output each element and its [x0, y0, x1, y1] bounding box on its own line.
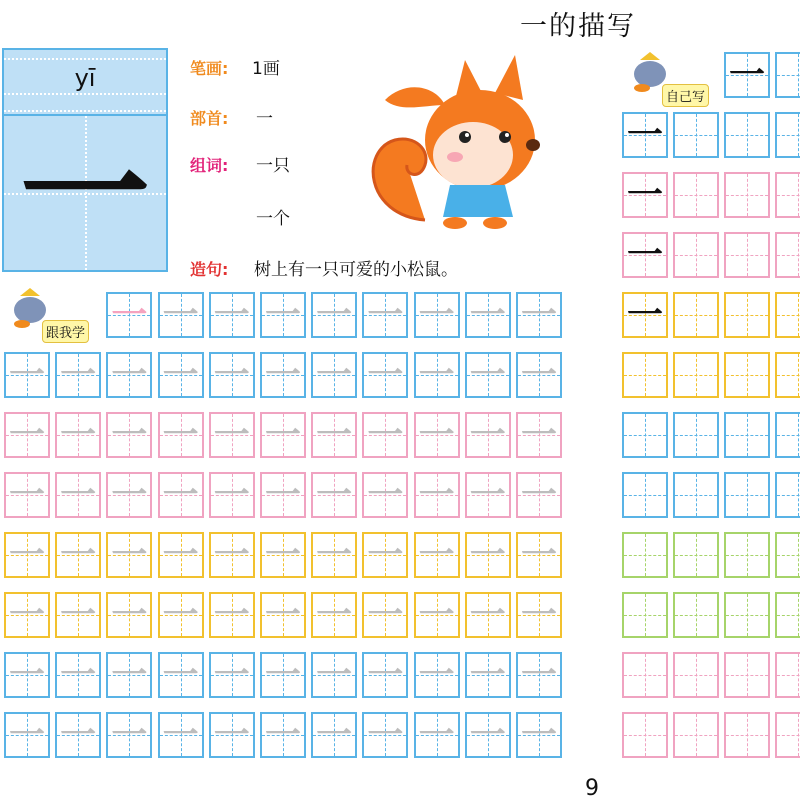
practice-cell[interactable] — [106, 532, 152, 578]
trace-character: 一 — [316, 355, 353, 396]
trace-character: 一 — [213, 295, 250, 336]
practice-cell[interactable] — [311, 352, 357, 398]
writing-cell[interactable] — [724, 352, 770, 398]
writing-cell[interactable] — [673, 652, 719, 698]
writing-cell[interactable] — [724, 112, 770, 158]
writing-cell[interactable] — [724, 592, 770, 638]
practice-cell[interactable] — [158, 352, 204, 398]
trace-character: 一 — [264, 415, 301, 456]
trace-character: 一 — [111, 295, 148, 336]
trace-character: 一 — [520, 595, 557, 636]
writing-cell[interactable] — [775, 292, 800, 338]
trace-character: 一 — [8, 475, 45, 516]
writing-cell[interactable] — [622, 292, 668, 338]
writing-cell[interactable] — [775, 172, 800, 218]
follow-me-badge — [8, 288, 103, 343]
trace-character: 一 — [367, 415, 404, 456]
practice-cell[interactable] — [465, 652, 511, 698]
practice-cell[interactable] — [465, 412, 511, 458]
trace-character: 一 — [316, 655, 353, 696]
trace-character: 一 — [520, 355, 557, 396]
character-card — [2, 48, 168, 272]
trace-character: 一 — [264, 535, 301, 576]
trace-character: 一 — [111, 475, 148, 516]
trace-character: 一 — [162, 295, 199, 336]
trace-character: 一 — [264, 355, 301, 396]
practice-cell[interactable] — [465, 532, 511, 578]
write-yourself-label: 自己写 — [662, 84, 709, 107]
writing-cell[interactable] — [673, 112, 719, 158]
trace-character: 一 — [60, 355, 97, 396]
trace-character: 一 — [626, 175, 663, 216]
practice-cell[interactable] — [55, 592, 101, 638]
trace-character: 一 — [111, 595, 148, 636]
trace-character: 一 — [469, 415, 506, 456]
trace-character: 一 — [469, 715, 506, 756]
practice-cell[interactable] — [209, 292, 255, 338]
practice-cell[interactable] — [260, 532, 306, 578]
trace-character: 一 — [264, 655, 301, 696]
trace-character: 一 — [213, 535, 250, 576]
trace-character: 一 — [418, 595, 455, 636]
trace-character: 一 — [469, 295, 506, 336]
trace-character: 一 — [316, 715, 353, 756]
writing-cell[interactable] — [622, 352, 668, 398]
trace-character: 一 — [60, 595, 97, 636]
writing-cell[interactable] — [775, 472, 800, 518]
page-number: 9 — [585, 776, 599, 801]
trace-character: 一 — [418, 415, 455, 456]
trace-character: 一 — [8, 655, 45, 696]
trace-character: 一 — [367, 355, 404, 396]
trace-character: 一 — [520, 475, 557, 516]
practice-cell[interactable] — [362, 412, 408, 458]
practice-cell[interactable] — [465, 712, 511, 758]
practice-cell[interactable] — [106, 292, 152, 338]
trace-character: 一 — [626, 115, 663, 156]
trace-character: 一 — [469, 535, 506, 576]
practice-cell[interactable] — [362, 472, 408, 518]
trace-character: 一 — [367, 595, 404, 636]
trace-character: 一 — [162, 535, 199, 576]
practice-cell[interactable] — [516, 532, 562, 578]
trace-character: 一 — [162, 655, 199, 696]
writing-cell[interactable] — [724, 292, 770, 338]
trace-character: 一 — [469, 355, 506, 396]
practice-cell[interactable] — [311, 292, 357, 338]
writing-cell[interactable] — [724, 172, 770, 218]
practice-cell[interactable] — [362, 592, 408, 638]
write-yourself-badge — [628, 48, 723, 108]
practice-cell[interactable] — [209, 592, 255, 638]
writing-cell[interactable] — [775, 592, 800, 638]
word-2: 一个 — [256, 209, 290, 229]
practice-cell[interactable] — [516, 472, 562, 518]
trace-character: 一 — [213, 655, 250, 696]
practice-cell[interactable] — [362, 652, 408, 698]
trace-character: 一 — [111, 655, 148, 696]
writing-cell[interactable] — [775, 112, 800, 158]
radical-value: 一 — [256, 109, 273, 129]
writing-cell[interactable] — [775, 412, 800, 458]
practice-cell[interactable] — [55, 652, 101, 698]
trace-character: 一 — [418, 295, 455, 336]
trace-character: 一 — [111, 535, 148, 576]
practice-cell[interactable] — [414, 292, 460, 338]
practice-cell[interactable] — [362, 292, 408, 338]
practice-cell[interactable] — [260, 652, 306, 698]
practice-cell[interactable] — [4, 592, 50, 638]
practice-cell[interactable] — [158, 592, 204, 638]
writing-cell[interactable] — [775, 352, 800, 398]
big-character: 一 — [19, 118, 150, 270]
trace-character: 一 — [162, 595, 199, 636]
practice-cell[interactable] — [106, 592, 152, 638]
trace-character: 一 — [520, 415, 557, 456]
trace-character: 一 — [418, 715, 455, 756]
trace-character: 一 — [728, 55, 765, 96]
writing-cell[interactable] — [775, 52, 800, 98]
follow-me-label: 跟我学 — [42, 320, 89, 343]
practice-cell[interactable] — [311, 592, 357, 638]
practice-cell[interactable] — [516, 652, 562, 698]
practice-cell[interactable] — [209, 652, 255, 698]
practice-cell[interactable] — [55, 352, 101, 398]
practice-cell[interactable] — [209, 352, 255, 398]
trace-character: 一 — [264, 595, 301, 636]
practice-cell[interactable] — [158, 472, 204, 518]
trace-character: 一 — [60, 475, 97, 516]
trace-character: 一 — [520, 295, 557, 336]
trace-character: 一 — [8, 355, 45, 396]
practice-cell[interactable] — [106, 352, 152, 398]
trace-character: 一 — [418, 475, 455, 516]
writing-cell[interactable] — [673, 352, 719, 398]
trace-character: 一 — [469, 595, 506, 636]
pinyin-text: yī — [74, 64, 96, 92]
practice-cell[interactable] — [4, 352, 50, 398]
practice-cell[interactable] — [209, 712, 255, 758]
practice-cell[interactable] — [4, 712, 50, 758]
practice-cell[interactable] — [106, 412, 152, 458]
practice-cell[interactable] — [516, 352, 562, 398]
practice-cell[interactable] — [4, 652, 50, 698]
writing-cell[interactable] — [724, 712, 770, 758]
practice-cell[interactable] — [55, 472, 101, 518]
trace-character: 一 — [367, 475, 404, 516]
trace-character: 一 — [162, 415, 199, 456]
trace-character: 一 — [264, 295, 301, 336]
practice-cell[interactable] — [260, 292, 306, 338]
practice-cell[interactable] — [55, 532, 101, 578]
writing-cell[interactable] — [673, 172, 719, 218]
trace-character: 一 — [162, 355, 199, 396]
writing-cell[interactable] — [724, 232, 770, 278]
writing-cell[interactable] — [673, 232, 719, 278]
practice-cell[interactable] — [311, 652, 357, 698]
practice-cell[interactable] — [158, 712, 204, 758]
practice-cell[interactable] — [516, 592, 562, 638]
strokes-label: 笔画: — [190, 59, 229, 78]
trace-character: 一 — [367, 715, 404, 756]
words-label: 组词: — [190, 156, 229, 175]
trace-character: 一 — [469, 655, 506, 696]
writing-cell[interactable] — [724, 52, 770, 98]
practice-cell[interactable] — [158, 652, 204, 698]
trace-character: 一 — [264, 715, 301, 756]
writing-cell[interactable] — [724, 412, 770, 458]
practice-cell[interactable] — [55, 412, 101, 458]
writing-cell[interactable] — [724, 472, 770, 518]
trace-character: 一 — [213, 355, 250, 396]
trace-character: 一 — [469, 475, 506, 516]
trace-character: 一 — [520, 535, 557, 576]
word-1: 一只 — [256, 156, 290, 176]
writing-cell[interactable] — [775, 532, 800, 578]
writing-cell[interactable] — [622, 652, 668, 698]
trace-character: 一 — [520, 655, 557, 696]
example-sentence: 树上有一只可爱的小松鼠。 — [254, 260, 458, 280]
trace-character: 一 — [8, 715, 45, 756]
practice-cell[interactable] — [414, 712, 460, 758]
writing-cell[interactable] — [622, 112, 668, 158]
practice-cell[interactable] — [516, 412, 562, 458]
writing-cell[interactable] — [673, 472, 719, 518]
radical-label: 部首: — [190, 109, 229, 128]
trace-character: 一 — [60, 415, 97, 456]
practice-cell[interactable] — [465, 472, 511, 518]
practice-cell[interactable] — [260, 592, 306, 638]
practice-cell[interactable] — [106, 652, 152, 698]
trace-character: 一 — [520, 715, 557, 756]
writing-cell[interactable] — [673, 292, 719, 338]
trace-character: 一 — [367, 535, 404, 576]
trace-character: 一 — [316, 295, 353, 336]
writing-cell[interactable] — [724, 652, 770, 698]
practice-cell[interactable] — [362, 532, 408, 578]
writing-cell[interactable] — [622, 592, 668, 638]
practice-cell[interactable] — [362, 352, 408, 398]
trace-character: 一 — [213, 715, 250, 756]
trace-character: 一 — [8, 535, 45, 576]
practice-cell[interactable] — [414, 352, 460, 398]
practice-cell[interactable] — [465, 352, 511, 398]
practice-cell[interactable] — [311, 532, 357, 578]
trace-character: 一 — [367, 655, 404, 696]
trace-character: 一 — [626, 295, 663, 336]
writing-cell[interactable] — [724, 532, 770, 578]
practice-cell[interactable] — [106, 712, 152, 758]
writing-cell[interactable] — [673, 412, 719, 458]
writing-cell[interactable] — [673, 532, 719, 578]
trace-character: 一 — [60, 715, 97, 756]
practice-cell[interactable] — [4, 532, 50, 578]
practice-cell[interactable] — [465, 592, 511, 638]
page-title: 一的描写 — [520, 11, 636, 42]
practice-cell[interactable] — [209, 472, 255, 518]
trace-character: 一 — [8, 415, 45, 456]
practice-cell[interactable] — [4, 412, 50, 458]
practice-cell[interactable] — [260, 412, 306, 458]
writing-cell[interactable] — [622, 712, 668, 758]
trace-character: 一 — [316, 475, 353, 516]
trace-character: 一 — [111, 415, 148, 456]
practice-cell[interactable] — [414, 472, 460, 518]
practice-cell[interactable] — [158, 292, 204, 338]
trace-character: 一 — [213, 595, 250, 636]
trace-character: 一 — [213, 475, 250, 516]
practice-cell[interactable] — [311, 412, 357, 458]
trace-character: 一 — [162, 715, 199, 756]
trace-character: 一 — [626, 235, 663, 276]
writing-cell[interactable] — [775, 652, 800, 698]
practice-cell[interactable] — [465, 292, 511, 338]
practice-cell[interactable] — [260, 472, 306, 518]
practice-cell[interactable] — [158, 412, 204, 458]
writing-cell[interactable] — [622, 232, 668, 278]
practice-cell[interactable] — [414, 532, 460, 578]
practice-cell[interactable] — [260, 352, 306, 398]
practice-cell[interactable] — [106, 472, 152, 518]
writing-cell[interactable] — [673, 712, 719, 758]
trace-character: 一 — [213, 415, 250, 456]
trace-character: 一 — [111, 715, 148, 756]
trace-character: 一 — [264, 475, 301, 516]
trace-character: 一 — [418, 655, 455, 696]
practice-cell[interactable] — [209, 412, 255, 458]
writing-cell[interactable] — [622, 532, 668, 578]
trace-character: 一 — [111, 355, 148, 396]
squirrel-illustration — [355, 45, 555, 230]
writing-cell[interactable] — [622, 472, 668, 518]
trace-character: 一 — [418, 355, 455, 396]
practice-cell[interactable] — [414, 652, 460, 698]
writing-cell[interactable] — [673, 592, 719, 638]
practice-cell[interactable] — [414, 592, 460, 638]
writing-cell[interactable] — [622, 172, 668, 218]
practice-cell[interactable] — [260, 712, 306, 758]
practice-cell[interactable] — [311, 472, 357, 518]
trace-character: 一 — [418, 535, 455, 576]
trace-character: 一 — [8, 595, 45, 636]
trace-character: 一 — [60, 655, 97, 696]
trace-character: 一 — [162, 475, 199, 516]
writing-cell[interactable] — [622, 412, 668, 458]
trace-character: 一 — [367, 295, 404, 336]
practice-cell[interactable] — [209, 532, 255, 578]
character-square — [4, 114, 166, 270]
practice-cell[interactable] — [4, 472, 50, 518]
trace-character: 一 — [316, 535, 353, 576]
trace-character: 一 — [316, 595, 353, 636]
strokes-value: 1画 — [252, 59, 280, 79]
trace-character: 一 — [316, 415, 353, 456]
practice-cell[interactable] — [311, 712, 357, 758]
practice-cell[interactable] — [414, 412, 460, 458]
practice-cell[interactable] — [516, 292, 562, 338]
writing-cell[interactable] — [775, 232, 800, 278]
writing-cell[interactable] — [775, 712, 800, 758]
sentence-label: 造句: — [190, 260, 229, 279]
trace-character: 一 — [60, 535, 97, 576]
practice-cell[interactable] — [55, 712, 101, 758]
practice-cell[interactable] — [158, 532, 204, 578]
practice-cell[interactable] — [516, 712, 562, 758]
practice-cell[interactable] — [362, 712, 408, 758]
